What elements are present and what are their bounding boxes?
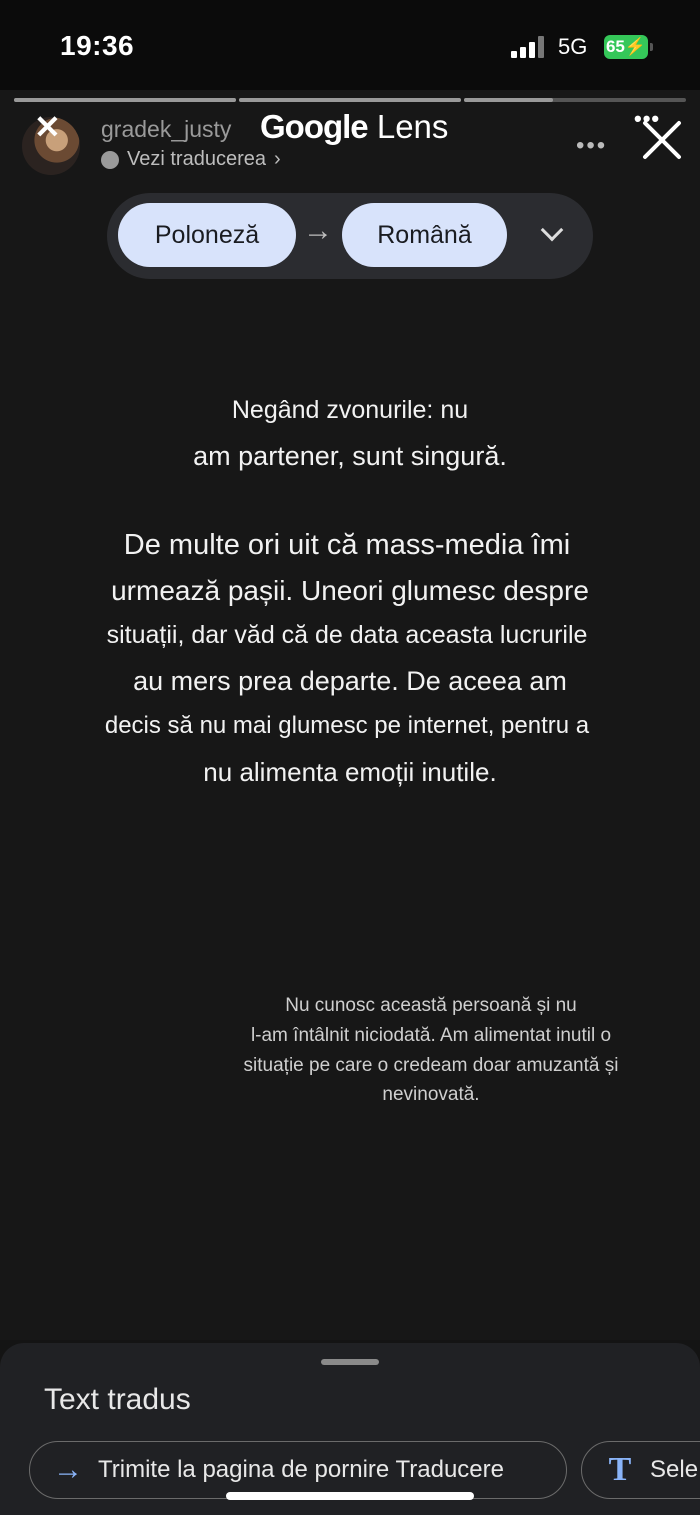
story-progress-2 — [239, 98, 461, 102]
battery-icon: 65⚡ — [604, 35, 648, 59]
status-time: 19:36 — [60, 30, 135, 61]
see-translation-label: Vezi traducerea — [127, 148, 266, 170]
translation-body-line: decis să nu mai glumesc pe internet, pentru a — [104, 712, 590, 739]
home-indicator[interactable] — [226, 1492, 474, 1500]
text-select-icon: T — [608, 1451, 632, 1488]
story-progress-1 — [14, 98, 236, 102]
network-type: 5G — [558, 34, 588, 59]
select-text-label: Sele — [650, 1456, 699, 1483]
more-horizontal-icon[interactable]: ••• — [576, 132, 608, 159]
lens-title-brand: Google — [260, 108, 368, 145]
translation-body-line: nu alimenta emoții inutile. — [203, 757, 497, 787]
translation-body-line: situații, dar văd că de data aceasta lucrurile — [106, 621, 588, 649]
story-username[interactable]: gradek_justy — [101, 116, 232, 142]
battery-level: 65 — [605, 37, 625, 56]
translate-icon — [101, 151, 119, 169]
translation-note-line: Nu cunosc această persoană și nu — [285, 995, 577, 1016]
battery-tip — [650, 43, 653, 51]
target-language-button[interactable]: Română — [342, 203, 507, 267]
translation-note-line: nevinovată. — [382, 1084, 480, 1105]
source-language-button[interactable]: Poloneză — [118, 203, 296, 267]
close-icon[interactable]: ✕ — [34, 109, 61, 145]
translation-note-line: l-am întâlnit niciodată. Am alimentat inutil o — [250, 1025, 612, 1046]
translation-body-line: urmează pașii. Uneori glumesc despre — [111, 575, 589, 606]
language-selector — [107, 193, 593, 279]
lens-title — [260, 108, 448, 146]
translation-heading-line: am partener, sunt singură. — [193, 441, 507, 471]
sheet-title: Text tradus — [44, 1383, 191, 1416]
arrow-right-icon: → — [53, 1453, 83, 1486]
translation-note-line: situație pe care o credeam doar amuzantă și — [243, 1055, 619, 1076]
story-progress-3 — [464, 98, 686, 102]
cellular-signal-icon — [511, 36, 547, 58]
bottom-sheet — [0, 1343, 700, 1515]
drag-handle[interactable] — [321, 1359, 379, 1365]
story-more-icon[interactable]: ••• — [634, 106, 661, 131]
chevron-right-icon: › — [273, 148, 281, 170]
see-translation-link[interactable] — [101, 148, 281, 171]
translation-heading-line: Negând zvonurile: nu — [231, 396, 469, 424]
status-bar — [0, 0, 700, 90]
translation-body-line: De multe ori uit că mass-media îmi — [123, 529, 571, 561]
lens-title-product: Lens — [376, 108, 449, 145]
lens-close-icon[interactable] — [640, 118, 684, 162]
arrow-right-icon[interactable]: → — [303, 214, 333, 247]
send-to-translate-button[interactable] — [29, 1441, 567, 1499]
send-to-translate-label: Trimite la pagina de pornire Traducere — [98, 1456, 504, 1483]
translation-body-line: au mers prea departe. De aceea am — [133, 666, 567, 696]
select-text-button[interactable] — [581, 1441, 700, 1499]
chevron-down-icon[interactable] — [541, 223, 561, 243]
